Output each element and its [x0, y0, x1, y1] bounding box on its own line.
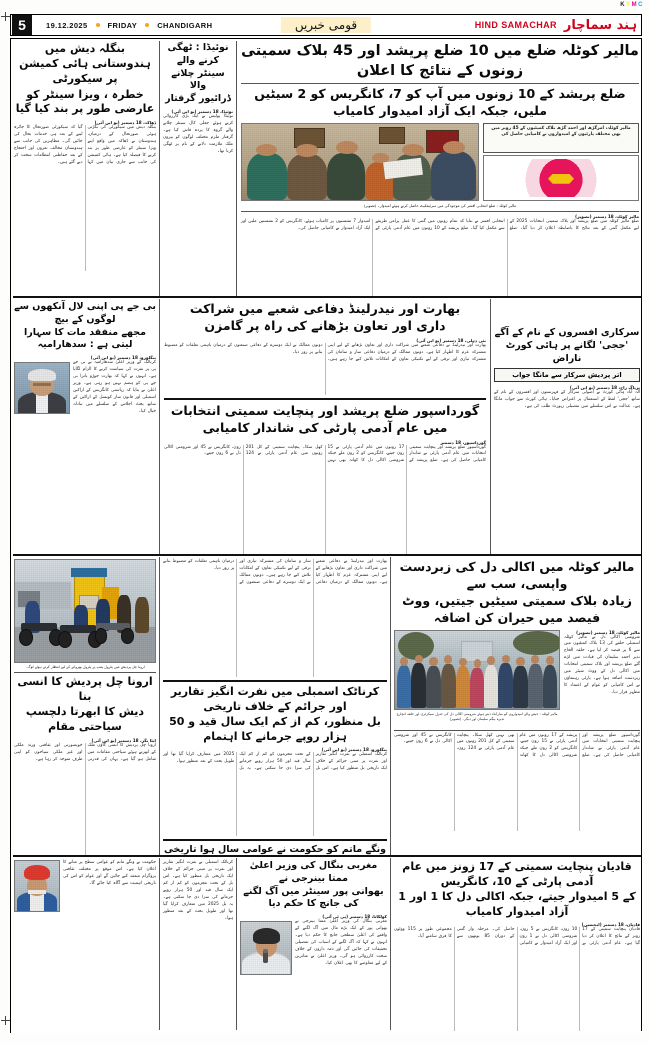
- bangladesh-headline-2: خطرہ ، ویزا سینٹر کو عارضی طور پر بند کیا گیا: [15, 87, 155, 116]
- up-headline-2: 'ججی' لگانے پر ہائی کورٹ ناراض: [505, 339, 629, 364]
- misc-column-body: کرناٹک اسمبلی نے نفرت انگیز تقاریر اور نفرت پر مبنی جرائم کے خلاف ایک تاریخی بل منظور کیا ہے۔ اس بل کے تحت مجرموں کو کم از کم ایک سال قید اور 50 ہزار روپے جرمانے کی سزا دی جا سکتی ہے۔ یہ بل 2025 میں متعارف کرایا گیا تھا اور طویل بحث کے بعد منظور ہوا۔: [163, 860, 233, 921]
- noida-headline-3: ڈرائیور گرفتار: [165, 93, 231, 105]
- yellow-mark: Y: [626, 2, 631, 8]
- qadian-dateline: قادیان، 18 دسمبر (ایجنسی): [581, 922, 640, 928]
- article-malerkotla-main: [237, 39, 643, 297]
- gurdaspur-dateline: گورداسپور، 18 دسمبر: [440, 439, 486, 445]
- gurdaspur-body: گورداسپور ضلع پریشد اور پنچایت سمیتی انتخابات میں عام آدمی پارٹی نے شاندار کامیابی حاصل کی ہے۔ ضلع پریشد کے 17 زونوں میں عام آدمی پارٹی نے 15 زون جیتے، کانگریس کو 2 زون ملے جبکہ شرومنی اکالی دل کا کھاتہ بھی نہیں کھل سکا۔ پنچایت سمیتی کے کل 201 زونوں میں عام آدمی پارٹی نے 124 زون، کانگریس نے 45 اور شرومنی اکالی دل نے 6 زون جیتے۔: [164, 444, 486, 464]
- article-leader-left: [11, 857, 159, 1032]
- section-label: قومی خبریں: [281, 17, 371, 33]
- siddaramaiah-headline-2: مجھے منفقد مات کا سہارا لیتی ہے : سدھارامیہ: [23, 326, 146, 351]
- brand-name-urdu: ہند سماچار: [563, 17, 637, 33]
- malerkotla-headline-2: ضلع پریشد کے 10 زونوں میں آپ کو 7، کانگریس کو 2 سیٹیں ملیں، جبکہ ایک آزاد امیدوار کامیاب: [254, 86, 626, 118]
- masthead-bar: [10, 14, 642, 36]
- siddaramaiah-headline-1: بی جے پی اپنی لال آنکھوں سے لوگوں کے بیچ: [14, 301, 156, 325]
- gurdaspur-headline-1: گورداسپور ضلع پریشد اور پنچایت سمیتی انتخابات: [170, 402, 480, 418]
- article-mamata: [237, 857, 390, 1032]
- mamata-body: مغربی بنگال کی وزیر اعلیٰ ممتا بینرجی نے بھوانی پور کے ایک بڑے مال میں آگ لگنے کے واقعے کی اعلیٰ سطحی جانچ کا حکم دیا ہے۔ انہوں نے کہا کہ آگ لگنے کے اسباب کی تفصیلی تحقیقات کی جائیں گی اور ذمہ داروں کے خلاف سخت کارروائی ہو گی۔ وزیر اعلیٰ نے متاثرین کے لیے معاوضے کا بھی اعلان کیا۔: [295, 919, 387, 966]
- karnataka-body: کرناٹک اسمبلی نے نفرت انگیز تقاریر اور نفرت پر مبنی جرائم کے خلاف ایک تاریخی بل منظور کیا ہے۔ اس بل کے تحت مجرموں کو کم از کم ایک سال قید اور 50 ہزار روپے جرمانے کی سزا دی جا سکتی ہے۔ یہ بل 2025 میں متعارف کرایا گیا تھا اور طویل بحث کے بعد منظور ہوا۔: [163, 752, 387, 772]
- registration-mark-bottom-left: [1, 1016, 10, 1025]
- arunachal-photo-caption: ارونا چل پردیش میں پٹرول پمپ پر پٹرول بھروانے کے لیے انتظار کرتے ہوئے لوگ۔: [25, 665, 145, 669]
- malerkotla-dateline: مالیر کوٹلہ، 18 دسمبر (تصویر): [575, 213, 639, 219]
- mamata-headline-2: بھوانی پور سینٹر میں آگ لگنے کی جانچ کا حکم دیا: [243, 885, 384, 910]
- separator-dot-icon: [145, 23, 149, 27]
- qadian-headline-1: قادیان پنچایت سمیتی کے 17 زونز میں عام آدمی پارٹی کے 10، کانگریس: [402, 860, 632, 888]
- black-mark: K: [620, 2, 626, 8]
- akali-headline-1: مالیر کوٹلہ میں اکالی دل کی زبردست واپسی، سب سے: [399, 559, 635, 591]
- cmyk-color-bar: [620, 2, 643, 8]
- brand-name-english: HIND SAMACHAR: [474, 20, 557, 30]
- mamata-banerjee-portrait-photo: [240, 921, 292, 975]
- malerkotla-body: ضلع مالیر کوٹلہ میں ضلع پریشد اور بلاک سمیتی انتخابات 2025 کے لیے مکمل گنتی کے بعد نتائج کا باضابطہ اعلان کر دیا گیا۔ ضلع انتخابی افسر نے بتایا کہ تمام زونوں میں گنتی کا عمل پرامن طریقے سے مکمل کیا گیا۔ ضلع پریشد کے 10 زونوں میں عام آدمی پارٹی کے امیدوار 7 نشستوں پر کامیاب ہوئے، کانگریس کو 2 نشستیں ملیں اور ایک آزاد امیدوار نے کامیابی حاصل کی۔: [241, 218, 639, 231]
- article-india-netherlands: [160, 298, 490, 555]
- arunachal-headline-2: دیش کا ابھرتا دلچسپ سیاحتی مقام: [25, 705, 145, 733]
- noida-body: نوئیڈا پولیس نے ایک بڑی کارروائی کرتے ہوئے جعلی کال سینٹر چلانے والے گروہ کا پردہ فاش کیا ہے۔ گرفتار ملزم مختلف لوگوں کو بیرون ملک ملازمت دلانے کے نام پر ٹھگی کرتا تھا۔: [163, 114, 233, 154]
- weekday: FRIDAY: [107, 20, 138, 30]
- mamata-dateline: کولکاتا، 18 دسمبر (پی ٹی آئی): [322, 914, 387, 920]
- arunachal-body: ارونا چل پردیش کا انسی گاؤں ملک کے ابھرتے ہوئے سیاحتی مقامات میں شامل ہو گیا ہے۔ یہاں کی قدرتی خوبصورتی اور ثقافتی ورثہ ملکی اور غیر ملکی سیاحوں کو اپنی طرف متوجہ کر رہا ہے۔: [14, 742, 156, 762]
- turbaned-leader-portrait-photo: [14, 860, 60, 912]
- noida-headline-2: سینٹر چلانے والا: [171, 67, 225, 92]
- karnataka-headline-1: کرناٹک اسمبلی میں نفرت انگیز تقاریر اور جرائم کے خلاف تاریخی: [170, 685, 380, 713]
- page-footer-strip: [11, 1031, 643, 1033]
- noida-dateline: نوئیڈا، 18 دسمبر (یو این آئی): [171, 109, 233, 115]
- masthead-brand: [475, 18, 641, 33]
- malerkotla-photo-caption: مالیر کوٹلہ : ضلع انتخابی افسر کی موجودگی میں سرٹیفکیٹ حاصل کرتے ہوئے امیدوار۔ (تصویر): [363, 202, 517, 208]
- akali-dal-group-photo: [394, 630, 560, 710]
- akali-body-continued: گورداسپور ضلع پریشد اور پنچایت سمیتی انتخابات میں عام آدمی پارٹی نے شاندار کامیابی حاصل کی ہے۔ ضلع پریشد کے 17 زونوں میں عام آدمی پارٹی نے 15 زون جیتے، کانگریس کو 2 زون ملے جبکہ شرومنی اکالی دل کا کھاتہ بھی نہیں کھل سکا۔ پنچایت سمیتی کے کل 201 زونوں میں عام آدمی پارٹی نے 124 زون، کانگریس نے 45 اور شرومنی اکالی دل نے 6 زون جیتے۔: [394, 732, 640, 759]
- qadian-body: قادیان پنچایت سمیتی کے 17 زونز کے نتائج کا اعلان کر دیا گیا ہے۔ عام آدمی پارٹی نے 10 زون، کانگریس نے 5 زون، شرومنی اکالی دل نے 1 زون اور ایک آزاد امیدوار نے کامیابی حاصل کی۔ مرحلہ وار گنتی کے دوران 85 بوتھوں سے مجموعی طور پر 115 ووٹوں کا فرق سامنے آیا۔: [394, 927, 640, 947]
- article-karnataka-assembly: [160, 556, 390, 856]
- street-petrol-pump-photo: [14, 559, 156, 663]
- article-malerkotla-akali: [391, 556, 643, 856]
- bangladesh-dateline: ڈھاکہ، 18 دسمبر (یو این آئی): [94, 120, 156, 126]
- mamata-headline-1: مغربی بنگال کی وزیر اعلیٰ ممتا بینرجی نے: [249, 860, 378, 884]
- dateline-group: [46, 21, 212, 30]
- article-up-government: [491, 298, 643, 555]
- article-misc-column: [160, 857, 236, 1032]
- publication-date: 19.12.2025: [46, 20, 88, 30]
- up-body: الہ آباد ہائی کورٹ نے اصولی سرکار کے فہرستوں اور افسروں کے نام کے ساتھ 'ججی' لفظ کے استعمال پر اعتراض جتایا۔ ہائی کورٹ سے جواب مانگا ہے۔ عدالت نے اس سلسلے میں تفصیلی رپورٹ طلب کی ہے۔: [494, 390, 640, 410]
- bangladesh-body: بنگلہ دیش میں سیکورٹی کی بگڑتی ہوئی صورتحال کے درمیان، ہندوستان نے ڈھاکہ میں واقع اپنے ویزا سینٹر کو عارضی طور پر بند کرنے کا فیصلہ کیا ہے۔ ہائی کمیشن کی جانب سے جاری بیان میں کہا گیا کہ سیکورٹی صورتحال کا جائزہ لینے کے بعد ہی خدمات بحال کی جائیں گی۔ مظاہرین کی جانب سے ہندوستان مخالف نعروں اور احتجاج کے بعد حفاظتی انتظامات سخت کر دیے گئے ہیں۔: [14, 125, 156, 165]
- article-noida: [160, 39, 236, 271]
- edition-city: CHANDIGARH: [157, 20, 213, 30]
- article-arunachal: [11, 556, 159, 856]
- karnataka-headline-2: بل منظور، کم از کم ایک سال قید و 50 ہزار روپے جرمانے کا اہتمام: [169, 714, 381, 743]
- qadian-headline-2: کے 5 امیدوار جیتے، جبکہ اکالی دل کا 1 اور 1 آزاد امیدوار کامیاب: [398, 889, 636, 918]
- article-bangladesh: [11, 39, 159, 271]
- bangladesh-headline-1: بنگلہ دیش میں ہندوستانی ہائی کمیشن پر سیکورٹی: [19, 42, 151, 85]
- matam-headline: ونگے ماتم کو حکومت نے عوامی سال ہوا تاریخی: [163, 844, 387, 856]
- karnataka-prebody: بھارت اور نیدرلینڈ نے دفاعی شعبے میں شراکت داری اور تعاون بڑھانے کے لیے اپنی مشترکہ عزم کا اظہار کیا ہے۔ دونوں ممالک کے درمیان دفاعی ساز و سامان کی مشترکہ تیاری اور ترقی کے لیے تکنیکی تعاون کے امکانات تلاش کیے جا رہے ہیں۔ دونوں ممالک نے ایک دوسرے کے دفاعی صنعتوں کے درمیان باہمی تعلقات کو مضبوط بنانے پر زور دیا۔: [163, 559, 387, 585]
- page-content-sheet: [10, 38, 642, 1033]
- akali-body: شرومنی اکالی دل نے مالیر کوٹلہ اسمبلی حلقے کی 13 بلاک کمیٹیوں میں سے 6 پر قبضہ کر لیا ہے۔ حلقہ الحاج نذیر احمد سلیمان کی قیادت میں لڑے گئے ضلع پریشد اور بلاک سمیتی انتخابات میں اکالی دل کے ووٹ شیئر میں زبردست اضافہ ہوا ہے۔ پارٹی رہنماؤں نے اس کامیابی کو عوام کے اعتماد کا مظہر قرار دیا۔: [564, 634, 641, 696]
- siddaramaiah-body: کرناٹک کے وزیر اعلیٰ سدھارامیہ نے بی جے پی پر نفرت کی سیاست کرنے کا الزام لگایا ہے۔ انہوں نے کہا کہ بھارت جوڑو یاترا بی جے پی کو ہضم نہیں ہو رہی ہے۔ وزیر اعلیٰ نے بتایا کہ ریاستی کانگریس کے اراکین اسمبلی اور قانون ساز کونسل کے اراکین کے ساتھ بجٹ اجلاس کے سلسلے میں تبادلہ خیال کیا۔: [73, 360, 156, 414]
- siddaramaiah-portrait-photo: [14, 362, 70, 414]
- cyan-mark: C: [638, 2, 643, 8]
- karnataka-dateline: بنگلورو، 18 دسمبر (یو این آئی): [321, 747, 387, 753]
- gurdaspur-headline-2: میں عام آدمی پارٹی کی شاندار کامیابی: [202, 419, 448, 435]
- netherlands-body: بھارت اور نیدرلینڈ نے دفاعی شعبے میں شراکت داری اور تعاون بڑھانے کے لیے اپنی مشترکہ عزم کا اظہار کیا ہے۔ دونوں ممالک کے درمیان دفاعی ساز و سامان کی مشترکہ تیاری اور ترقی کے لیے تکنیکی تعاون کے امکانات تلاش کیے جا رہے ہیں۔ دونوں ممالک نے ایک دوسرے کے دفاعی صنعتوں کے درمیان باہمی تعلقات کو مضبوط بنانے پر زور دیا۔: [164, 342, 486, 362]
- separator-dot-icon: [96, 23, 100, 27]
- akali-headline-2: زیادہ بلاک سمیتی سیٹیں جیتیں، ووٹ فیصد میں حیران کن اضافہ: [402, 592, 632, 625]
- up-top-filler: [494, 301, 640, 327]
- noida-headline-1: نوئیڈا : ٹھگی کرنے والے: [167, 42, 229, 66]
- netherlands-headline-2: داری اور تعاون بڑھانے کی راہ پر گامزن: [204, 317, 446, 333]
- akali-photo-caption: مالیر کوٹلہ : جیتنے والے امیدواروں کو مبارکباد دیتے ہوئے شرومنی اکالی دل کی جنرل سیکرٹری اور حلقہ انچارج نذیرہ بیگم سلیمان اور دیگر۔ (تصویر): [396, 711, 558, 721]
- malerkotla-headline-1: مالیر کوٹلہ ضلع میں 10 ضلع پریشد اور 45 بلاک سمیتی زونوں کے نتائج کا اعلان: [241, 43, 639, 79]
- malerkotla-subbox: مالیر کوٹلہ، امرگڑھ اور احمد گڑھ بلاک کمیٹیوں کے 45 زونز میں بھی مختلف پارٹیوں کے امیدواروں نے کامیابی حاصل کی: [491, 125, 631, 138]
- akali-dateline: مالیر کوٹلہ، 18 دسمبر (تصویر): [576, 629, 640, 635]
- up-headline-1: سرکاری افسروں کے نام کے آگے: [494, 327, 640, 338]
- article-gurdaspur: [164, 403, 486, 555]
- magenta-mark: M: [631, 2, 638, 8]
- arunachal-headline-1: ارونا چل پردیش کا انسی بنا: [17, 675, 153, 704]
- leader-left-body: حکومت نے ونگے ماتم کو عوامی سطح پر منانے کا اعلان کیا ہے۔ اس موقع پر مختلف ثقافتی پروگرام منعقد کیے جائیں گے اور عوام کو اس کی تاریخی اہمیت سے آگاہ کیا جائے گا۔: [63, 860, 156, 886]
- up-dateline: پریاگ راج، 18 دسمبر (یو این آئی): [569, 385, 640, 391]
- up-boxed-headline: اتر پردیش سرکار سے مانگا جواب: [494, 368, 640, 382]
- registration-mark-top-left: [1, 12, 10, 21]
- netherlands-headline-1: بھارت اور نیدرلینڈ دفاعی شعبے میں شراکت: [189, 301, 461, 316]
- page-number-badge: 5: [12, 15, 32, 35]
- article-qadian: [391, 857, 643, 1032]
- netherlands-dateline: نئی دہلی، 18 دسمبر (یو این آئی): [416, 337, 486, 343]
- siddaramaiah-dateline: بنگلورو، 18 دسمبر (یو این آئی): [90, 355, 156, 361]
- award-ceremony-photo: [241, 123, 479, 201]
- article-siddaramaiah: [11, 298, 159, 555]
- arunachal-dateline: ایٹا نگر، 18 دسمبر (یو این آئی): [91, 737, 156, 743]
